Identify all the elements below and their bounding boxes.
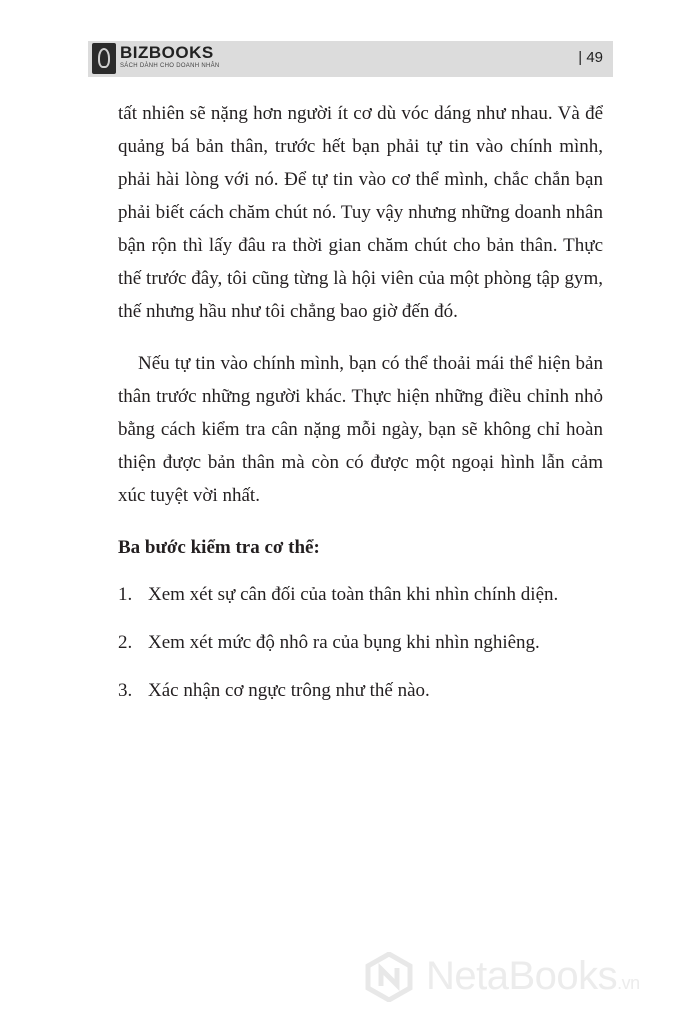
brand-tagline: SÁCH DÀNH CHO DOANH NHÂN <box>120 63 220 69</box>
bizbooks-logo-icon <box>92 43 116 74</box>
list-item-text: Xác nhận cơ ngực trông như thế nào. <box>148 680 430 701</box>
page-body <box>118 97 603 722</box>
watermark-text <box>426 954 640 999</box>
list-item <box>118 578 603 611</box>
list-item-number: 1. <box>118 584 133 605</box>
logo-mark <box>98 48 110 68</box>
watermark-brand: NetaBooks <box>426 954 618 998</box>
list-item <box>118 674 603 707</box>
steps-list <box>118 578 603 707</box>
list-item-number: 2. <box>118 632 133 653</box>
list-heading: Ba bước kiểm tra cơ thể: <box>118 537 320 558</box>
paragraph-1: tất nhiên sẽ nặng hơn người ít cơ dù vóc dáng như nhau. Và để quảng bá bản thân, trước hết bạn phải tự tin vào chính mình, phải hài lòng với nó. Để tự tin vào cơ thể mình, chắc chắn bạn phải biết cách chăm chút nó. Tuy vậy nhưng những doanh nhân bận rộn thì lấy đâu ra thời gian chăm chút cho bản thân. Thực thế trước đây, tôi cũng từng là hội viên của một phòng tập gym, thế nhưng hầu như tôi chẳng bao giờ đến đó. <box>118 103 603 322</box>
list-item-number: 3. <box>118 680 133 701</box>
brand-name: BIZBOOKS <box>120 43 214 62</box>
list-item <box>118 626 603 659</box>
page-header <box>88 41 613 77</box>
list-item-text: Xem xét sự cân đối của toàn thân khi nhìn chính diện. <box>148 584 559 605</box>
page-number: | 49 <box>578 49 603 66</box>
netabooks-watermark <box>360 948 680 1018</box>
paragraph-2: Nếu tự tin vào chính mình, bạn có thể thoải mái thể hiện bản thân trước những người khác. Thực hiện những điều chỉnh nhỏ bằng cách kiểm tra cân nặng mỗi ngày, bạn sẽ không chỉ hoàn thiện được bản thân mà còn có được một ngoại hình lẫn cảm xúc tuyệt vời nhất. <box>118 353 603 506</box>
netabooks-logo-icon <box>364 952 414 1002</box>
watermark-tld: .vn <box>617 973 640 993</box>
list-item-text: Xem xét mức độ nhô ra của bụng khi nhìn nghiêng. <box>148 632 540 653</box>
